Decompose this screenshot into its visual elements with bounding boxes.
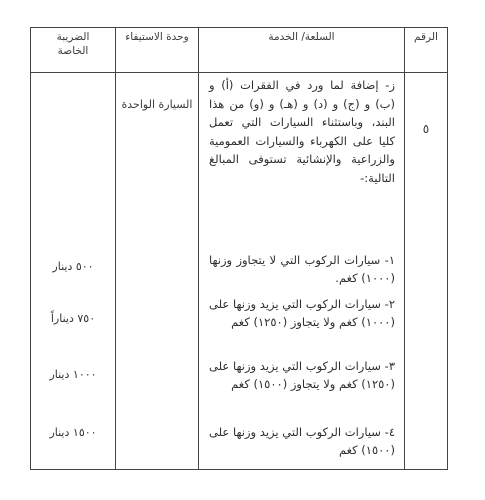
tax-value-4: ١٥٠٠ دينار bbox=[49, 426, 97, 439]
collection-unit: السيارة الواحدة bbox=[121, 98, 193, 111]
column-divider bbox=[115, 28, 116, 469]
tax-value-2: ٧٥٠ ديناراً bbox=[50, 312, 96, 325]
column-divider bbox=[404, 28, 405, 469]
item-2: ٢- سيارات الركوب التي يزيد وزنها على (١٠٠٠) كغم ولا يتجاوز (١٢٥٠) كغم bbox=[209, 297, 395, 329]
header-special-tax: الضريبة الخاصة bbox=[56, 31, 90, 57]
column-divider bbox=[198, 28, 199, 469]
item-4: ٤- سيارات الركوب التي يزيد وزنها على (١٥٠٠) كغم bbox=[209, 425, 395, 457]
header-collection-unit: وحدة الاستيفاء bbox=[125, 31, 189, 43]
description-text: ز- إضافة لما ورد في الفقرات (أ) و (ب) و (ج) و (د) و (هـ) و (و) من هذا البند، وباستثناء السيارات التي تعمل كليا على الكهرباء والسيارات العمومية والزراعية والإنشائية تستوفى المبالغ التالية:- bbox=[209, 78, 395, 185]
item-1: ١- سيارات الركوب التي لا يتجاوز وزنها (١٠٠٠) كغم. bbox=[209, 253, 395, 285]
tax-value-3: ١٠٠٠ دينار bbox=[49, 368, 97, 381]
header-divider bbox=[31, 72, 447, 73]
row-number: ٥ bbox=[422, 122, 430, 136]
header-goods-service: السلعة/ الخدمة bbox=[268, 31, 335, 43]
tax-value-1: ٥٠٠ دينار bbox=[52, 260, 94, 273]
header-number: الرقم bbox=[414, 31, 438, 43]
tax-table bbox=[30, 27, 448, 470]
item-3: ٣- سيارات الركوب التي يزيد وزنها على (١٢٥٠) كغم ولا يتجاوز (١٥٠٠) كغم bbox=[209, 359, 395, 391]
